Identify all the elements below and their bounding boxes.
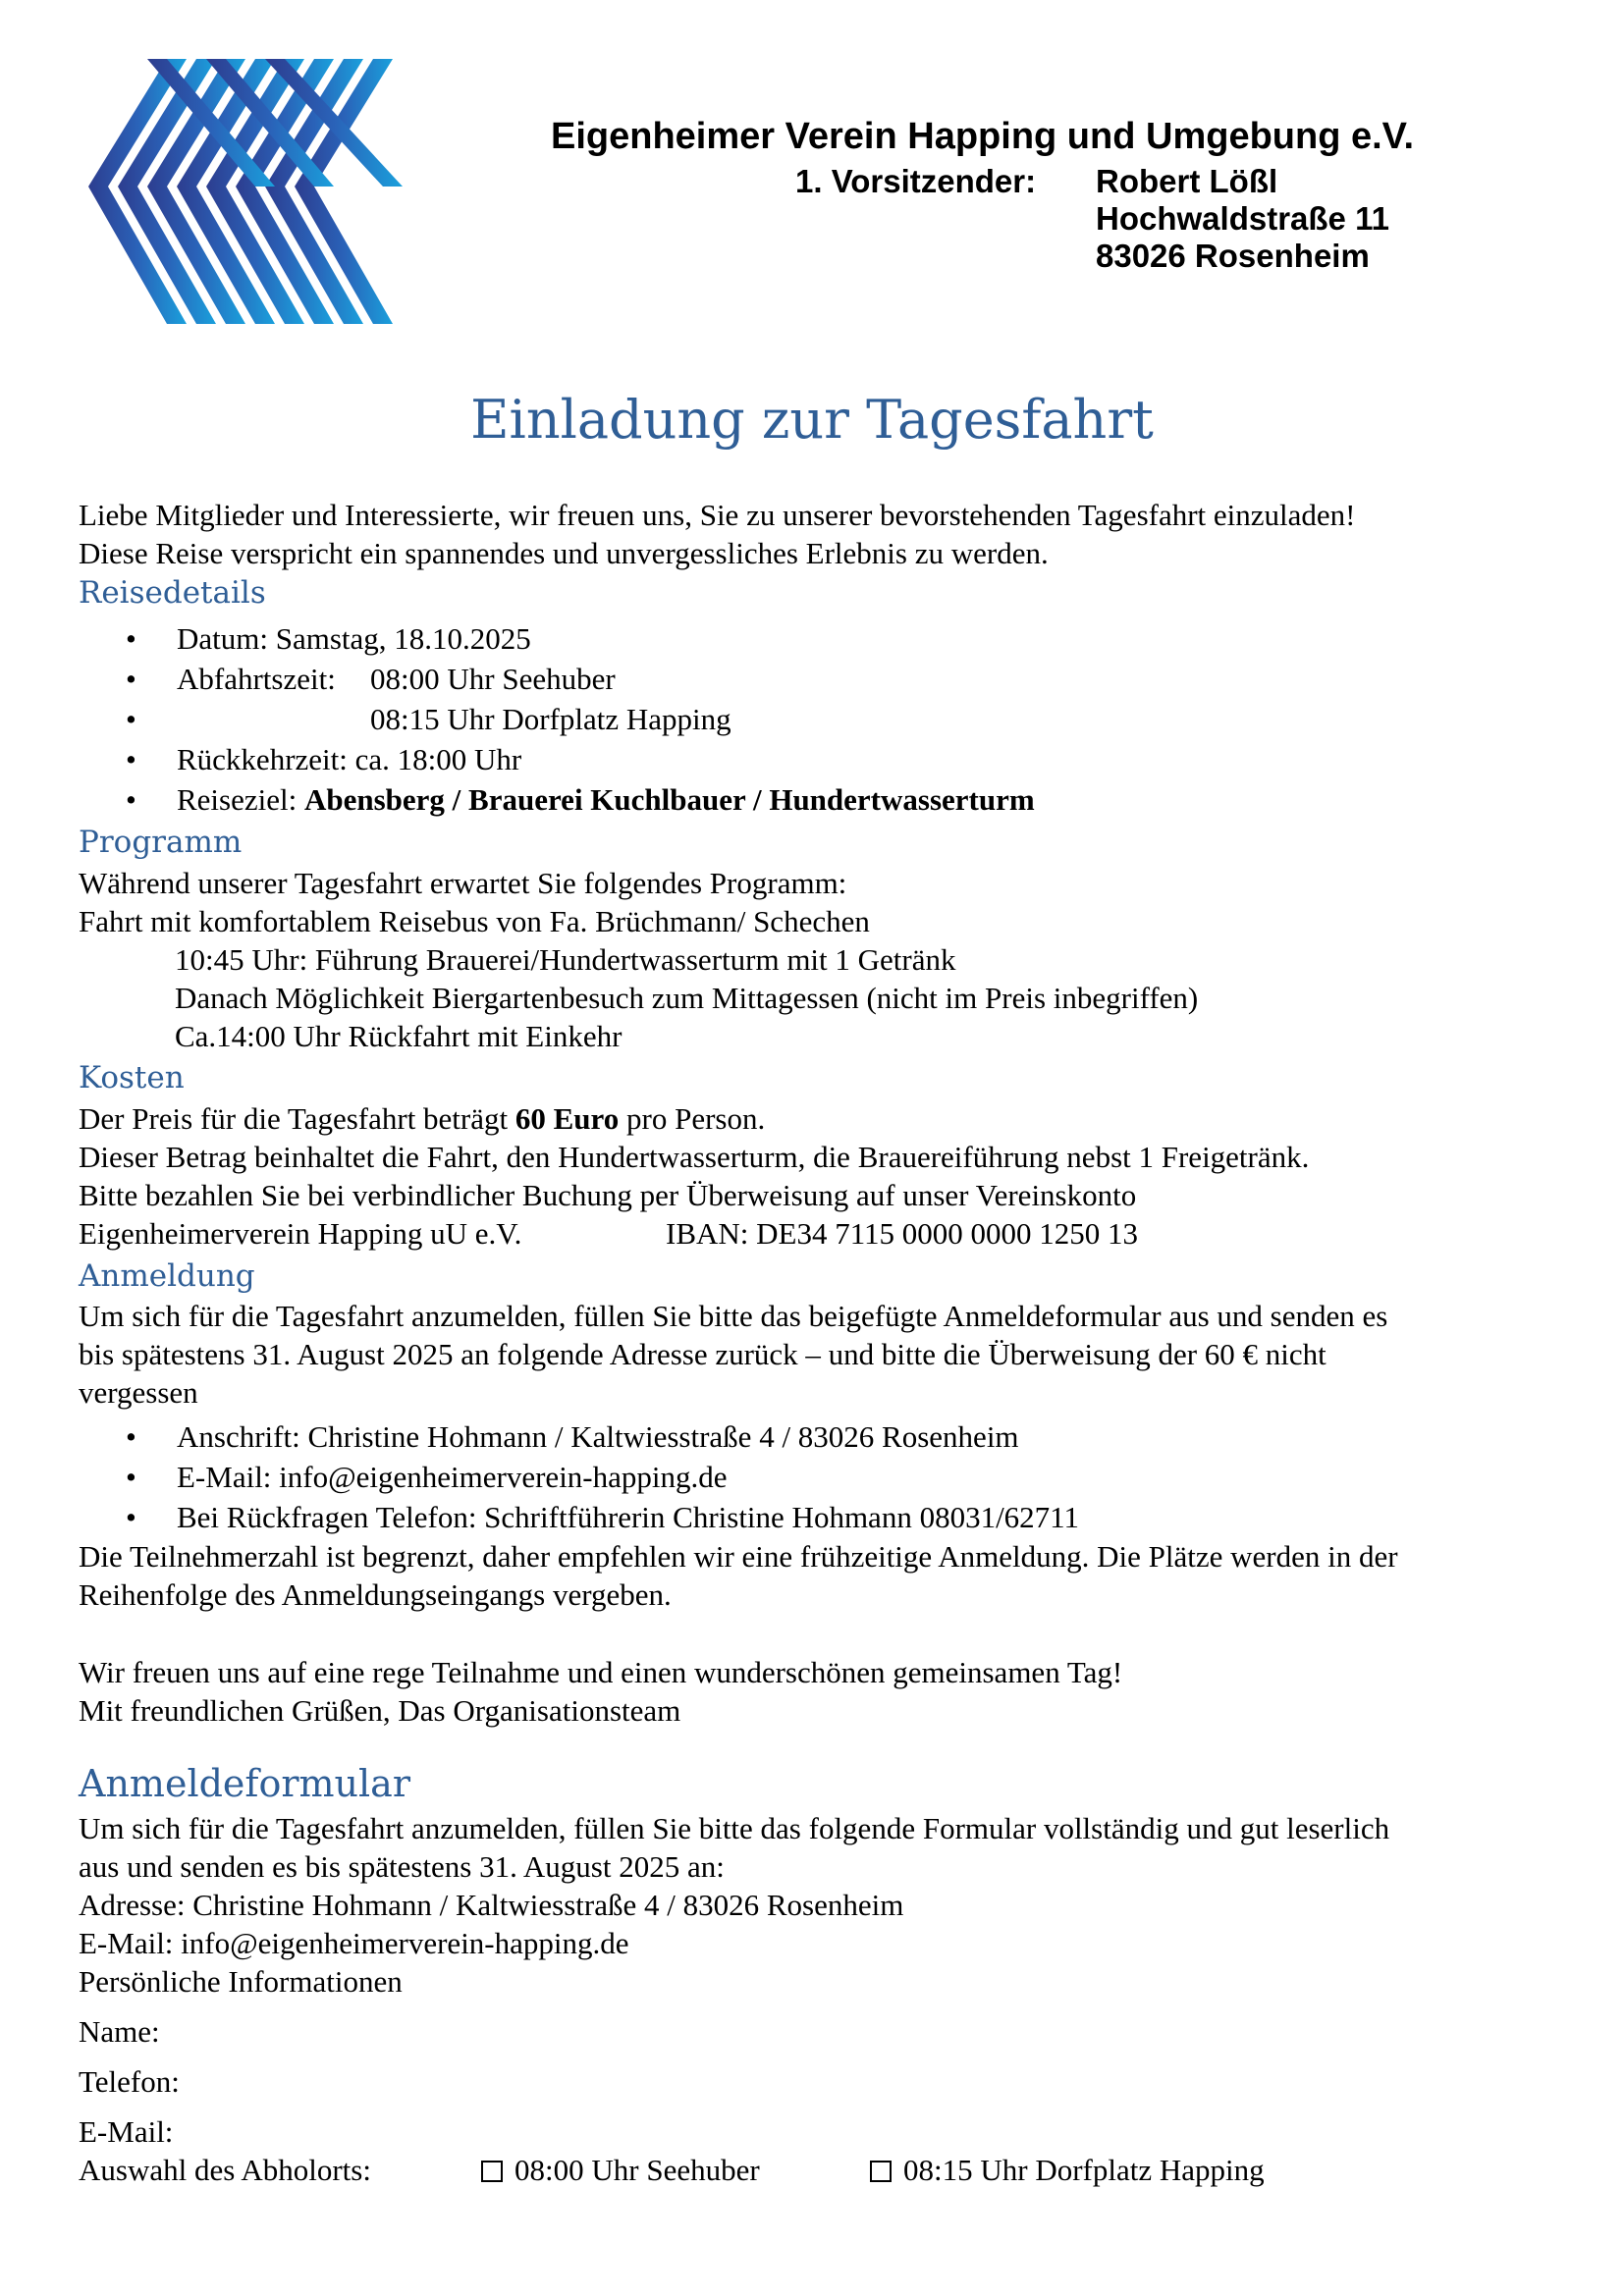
- chair-label: 1. Vorsitzender:: [795, 163, 1037, 199]
- formular-personal-heading: Persönliche Informationen: [79, 1964, 403, 1999]
- chair-street: Hochwaldstraße 11: [1096, 200, 1389, 237]
- anmeldung-text-1: Um sich für die Tagesfahrt anzumelden, füllen Sie bitte das beigefügte Anmeldeformular aus und senden es: [79, 1299, 1388, 1333]
- club-name: Eigenheimer Verein Happing und Umgebung e.V.: [551, 116, 1415, 157]
- bullet-icon: •: [126, 742, 136, 776]
- detail-departure-1: 08:00 Uhr Seehuber: [370, 662, 616, 696]
- intro-line-1: Liebe Mitglieder und Interessierte, wir freuen uns, Sie zu unserer bevorstehenden Tagesfahrt einzuladen!: [79, 498, 1356, 532]
- kosten-included: Dieser Betrag beinhaltet die Fahrt, den Hundertwasserturm, die Brauereiführung nebst 1 Freigetränk.: [79, 1140, 1310, 1174]
- page-title: Einladung zur Tagesfahrt: [470, 389, 1154, 451]
- bullet-icon: •: [126, 702, 136, 736]
- anmeldung-limit-1: Die Teilnehmerzahl ist begrenzt, daher empfehlen wir eine frühzeitige Anmeldung. Die Plätze werden in der: [79, 1539, 1398, 1574]
- bullet-icon: •: [126, 662, 136, 696]
- pickup-option-seehuber[interactable]: 08:00 Uhr Seehuber: [481, 2151, 760, 2189]
- heading-reisedetails: Reisedetails: [79, 575, 266, 611]
- anmeldung-text-2: bis spätestens 31. August 2025 an folgende Adresse zurück – und bitte die Überweisung der 60 € nicht: [79, 1337, 1326, 1371]
- detail-return: Rückkehrzeit: ca. 18:00 Uhr: [177, 742, 522, 776]
- closing-line-1: Wir freuen uns auf eine rege Teilnahme und einen wunderschönen gemeinsamen Tag!: [79, 1655, 1123, 1689]
- heading-anmeldung: Anmeldung: [79, 1258, 255, 1294]
- heading-anmeldeformular: Anmeldeformular: [79, 1762, 410, 1805]
- formular-address: Adresse: Christine Hohmann / Kaltwiesstraße 4 / 83026 Rosenheim: [79, 1888, 904, 1922]
- heading-kosten: Kosten: [79, 1060, 185, 1095]
- programm-item-2: Danach Möglichkeit Biergartenbesuch zum Mittagessen (nicht im Preis inbegriffen): [175, 981, 1199, 1015]
- form-name-label: Name:: [79, 2014, 160, 2049]
- form-pickup-label: Auswahl des Abholorts:: [79, 2153, 371, 2187]
- programm-item-3: Ca.14:00 Uhr Rückfahrt mit Einkehr: [175, 1019, 623, 1053]
- anmeldung-address: Anschrift: Christine Hohmann / Kaltwiesstraße 4 / 83026 Rosenheim: [177, 1419, 1019, 1454]
- programm-line-1: Während unserer Tagesfahrt erwartet Sie folgendes Programm:: [79, 866, 847, 900]
- detail-departure-label: Abfahrtszeit:: [177, 662, 336, 696]
- chair-name: Robert Lößl: [1096, 163, 1278, 199]
- kosten-account-holder: Eigenheimerverein Happing uU e.V.: [79, 1216, 522, 1251]
- anmeldung-phone: Bei Rückfragen Telefon: Schriftführerin Christine Hohmann 08031/62711: [177, 1500, 1080, 1534]
- bullet-icon: •: [126, 782, 136, 817]
- bullet-icon: •: [126, 621, 136, 656]
- bullet-icon: •: [126, 1500, 136, 1534]
- formular-text-2: aus und senden es bis spätestens 31. August 2025 an:: [79, 1849, 725, 1884]
- kosten-payment: Bitte bezahlen Sie bei verbindlicher Buchung per Überweisung auf unser Vereinskonto: [79, 1178, 1137, 1212]
- detail-departure-2: 08:15 Uhr Dorfplatz Happing: [370, 702, 731, 736]
- programm-item-1: 10:45 Uhr: Führung Brauerei/Hundertwasserturm mit 1 Getränk: [175, 942, 956, 977]
- heading-programm: Programm: [79, 825, 243, 860]
- bullet-icon: •: [126, 1460, 136, 1494]
- anmeldung-limit-2: Reihenfolge des Anmeldungseingangs vergeben.: [79, 1577, 672, 1612]
- form-email-label: E-Mail:: [79, 2114, 174, 2149]
- kosten-iban: IBAN: DE34 7115 0000 0000 1250 13: [666, 1216, 1139, 1251]
- anmeldung-text-3: vergessen: [79, 1375, 198, 1410]
- kosten-price: Der Preis für die Tagesfahrt beträgt 60 Euro pro Person.: [79, 1101, 766, 1136]
- formular-text-1: Um sich für die Tagesfahrt anzumelden, füllen Sie bitte das folgende Formular vollständig und gut leserlich: [79, 1811, 1390, 1845]
- checkbox-icon[interactable]: [481, 2161, 503, 2182]
- anmeldung-email: E-Mail: info@eigenheimerverein-happing.de: [177, 1460, 728, 1494]
- checkbox-icon[interactable]: [870, 2161, 892, 2182]
- detail-destination: Reiseziel: Abensberg / Brauerei Kuchlbauer / Hundertwasserturm: [177, 782, 1035, 817]
- formular-email: E-Mail: info@eigenheimerverein-happing.de: [79, 1926, 629, 1960]
- club-logo: [79, 39, 422, 344]
- closing-line-2: Mit freundlichen Grüßen, Das Organisationsteam: [79, 1693, 681, 1728]
- bullet-icon: •: [126, 1419, 136, 1454]
- chair-city: 83026 Rosenheim: [1096, 238, 1370, 274]
- detail-date: Datum: Samstag, 18.10.2025: [177, 621, 531, 656]
- intro-line-2: Diese Reise verspricht ein spannendes und unvergessliches Erlebnis zu werden.: [79, 536, 1049, 570]
- form-phone-label: Telefon:: [79, 2064, 180, 2099]
- pickup-option-dorfplatz[interactable]: 08:15 Uhr Dorfplatz Happing: [870, 2151, 1265, 2189]
- programm-line-2: Fahrt mit komfortablem Reisebus von Fa. Brüchmann/ Schechen: [79, 904, 870, 938]
